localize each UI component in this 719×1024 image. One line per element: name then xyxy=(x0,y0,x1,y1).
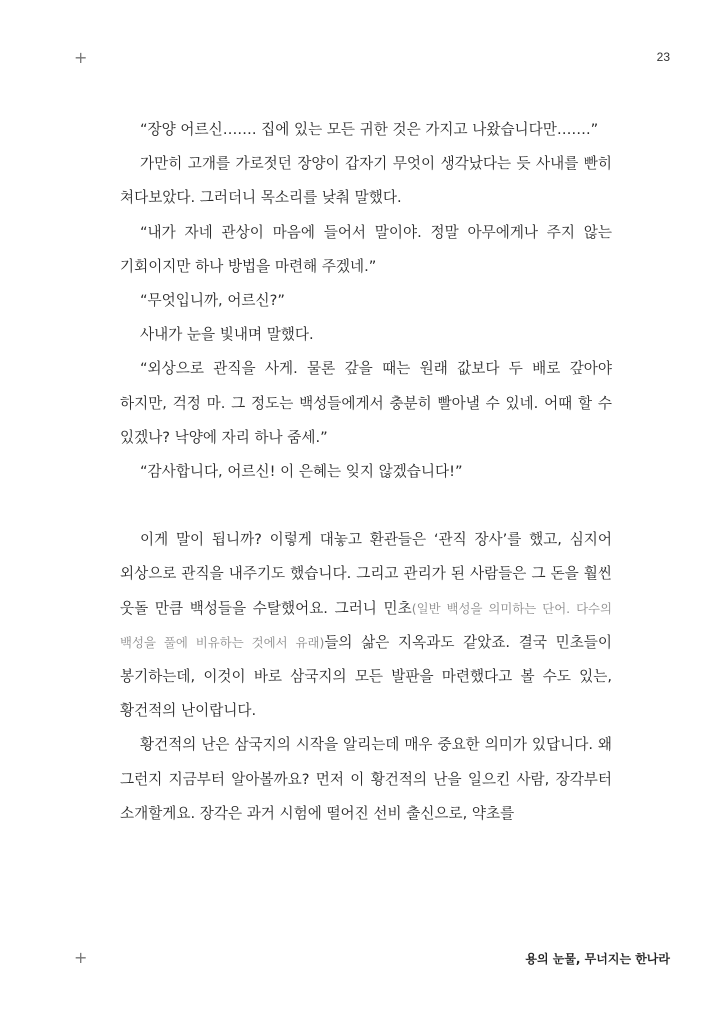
inline-definition-note: (일반 백성을 의미하는 단어. 다수의 백성을 풀에 비유하는 것에서 유래) xyxy=(120,600,612,650)
paragraph-dialogue-3: “무엇입니까, 어르신?” xyxy=(140,292,285,310)
paragraph-explanation-1-continuation: 들의 삶은 지옥과도 같았죠. 결국 민초들이 봉기하는데, 이것이 바로 삼국지의 모든 발판을 마련했다고 볼 수도 있는, 황건적의 난이랍니다. xyxy=(120,633,612,720)
paragraph-explanation-1-text: 이게 말이 됩니까? 이렇게 대놓고 환관들은 ‘관직 장사’를 했고, 심지어 외상으로 관직을 내주기도 했습니다. 그리고 관리가 된 사람들은 그 돈을 훨씬 웃돌 만큼 백성들을 수탈했어요. 그러니 민초 xyxy=(120,531,612,617)
body-text xyxy=(120,113,612,831)
paragraph-dialogue-4: “외상으로 관직을 사게. 물론 갚을 때는 원래 값보다 두 배로 갚아야 하지만, 걱정 마. 그 정도는 백성들에게서 충분히 빨아낼 수 있네. 어때 할 수 있겠나? 낙양에 자리 하나 줌세.” xyxy=(120,360,612,446)
paragraph-dialogue-2: “내가 자네 관상이 마음에 들어서 말이야. 정말 아무에게나 주지 않는 기회이지만 하나 방법을 마련해 주겠네.” xyxy=(120,223,612,275)
paragraph-narration-1: 가만히 고개를 가로젓던 장양이 갑자기 무엇이 생각났다는 듯 사내를 빤히 쳐다보았다. 그러더니 목소리를 낮춰 말했다. xyxy=(120,155,612,207)
page-number: 23 xyxy=(656,50,670,64)
paragraph-dialogue-1: “장양 어르신……. 집에 있는 모든 귀한 것은 가지고 나왔습니다만…….” xyxy=(140,121,599,138)
crop-mark-bottom-left: + xyxy=(74,948,88,967)
section-break xyxy=(120,489,612,523)
crop-mark-top-left: + xyxy=(74,48,88,67)
paragraph-narration-2: 사내가 눈을 빛내며 말했다. xyxy=(140,326,314,344)
paragraph-explanation-2: 황건적의 난은 삼국지의 시작을 알리는데 매우 중요한 의미가 있답니다. 왜 그런지 지금부터 알아볼까요? 먼저 이 황건적의 난을 일으킨 사람, 장각부터 소개할게요. 장각은 과거 시험에 떨어진 선비 출신으로, 약초를 xyxy=(120,736,612,822)
running-footer-title: 용의 눈물, 무너지는 한나라 xyxy=(525,952,670,966)
paragraph-dialogue-5: “감사합니다, 어르신! 이 은혜는 잊지 않겠습니다!” xyxy=(140,463,463,481)
paragraph-explanation-1 xyxy=(120,523,612,728)
